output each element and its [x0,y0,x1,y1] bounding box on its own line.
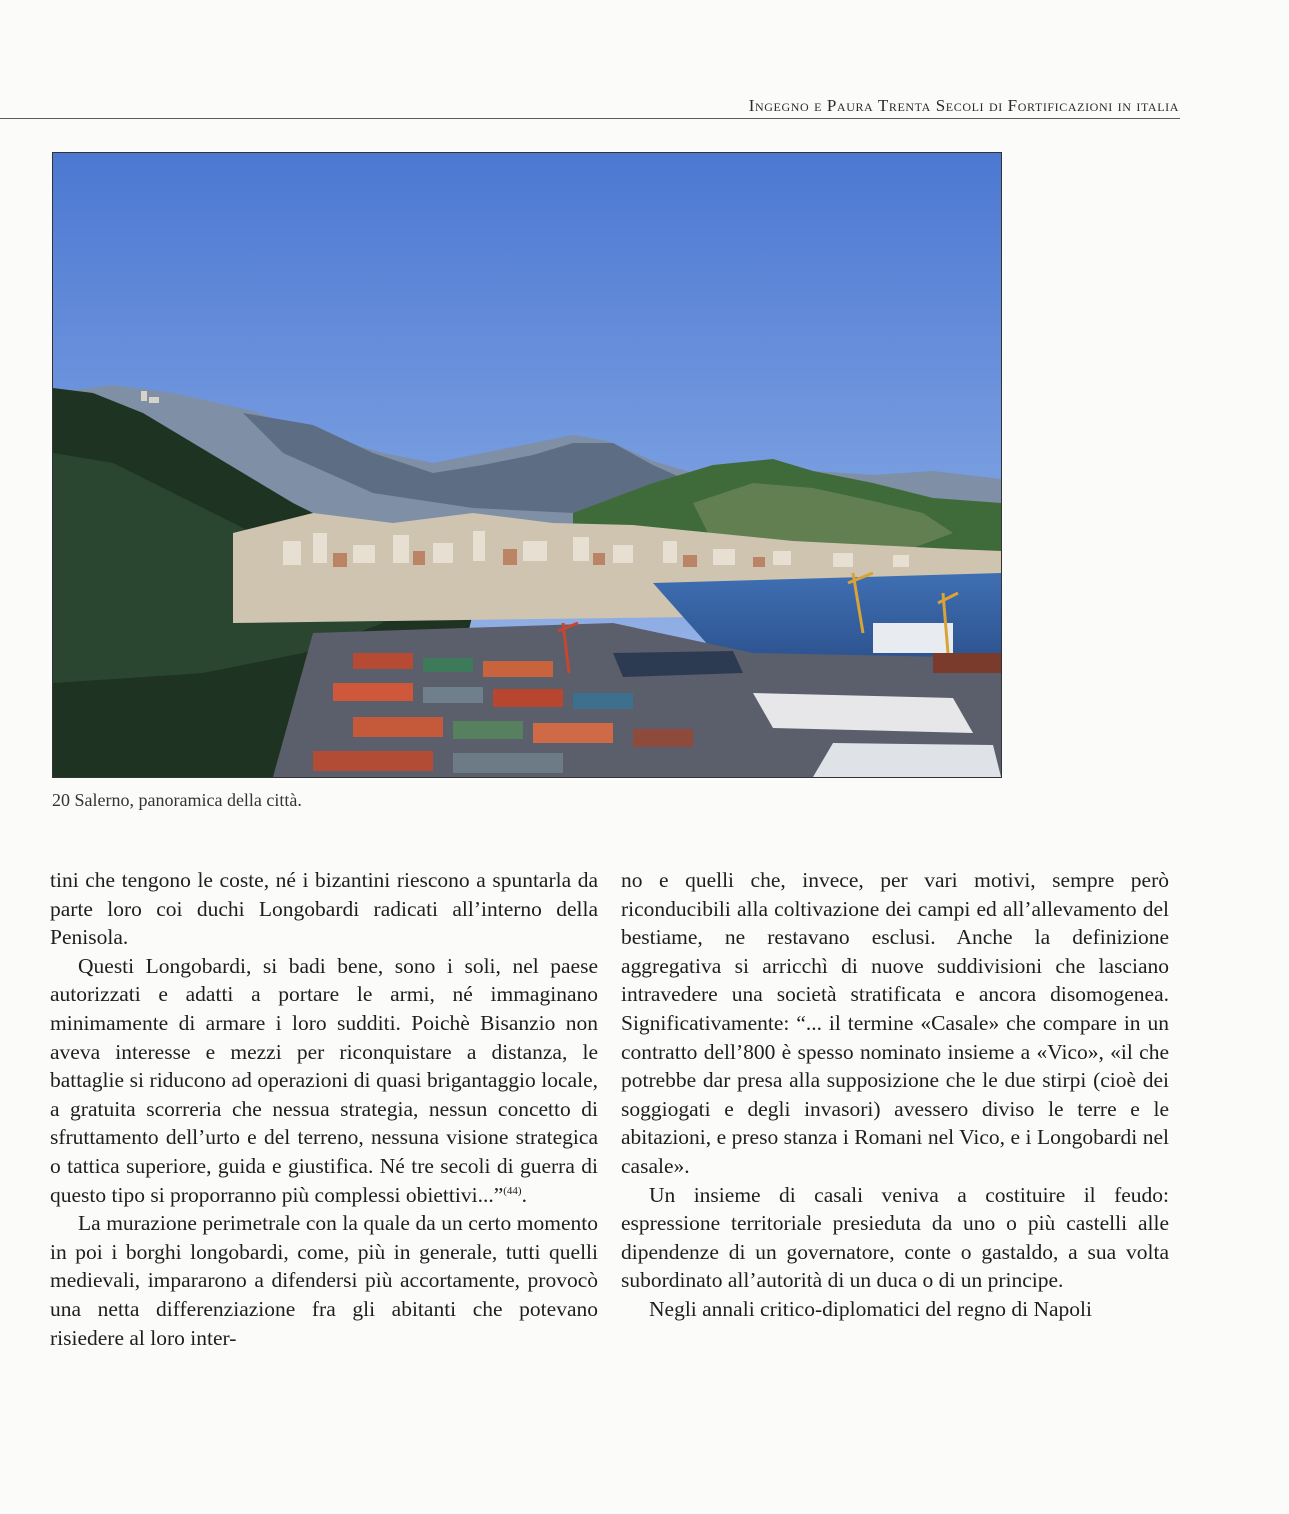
panorama-photo-icon [53,153,1001,777]
paragraph: no e quelli che, invece, per vari motivi, sempre però riconducibili alla coltivazione dei campi ed all’allevamento del bestiame, ne restavano esclusi. Anche la definizione aggregativa si arricchì di nuove suddivisioni che lasciano intravedere una società stratificata e ancora disomogenea. Significativamente: “... il termine «Casale» che compare in un contratto dell’800 è spesso nominato insieme a «Vico», «il che potrebbe dar presa alla supposizione che le due stirpi (cioè dei soggiogati e degli invasori) avessero diviso le terre e le abitazioni, e preso stanza i Romani nel Vico, e i Longobardi nel casale». [621,868,1169,1178]
paragraph: Negli annali critico-diplomatici del regno di Napoli [649,1296,1093,1321]
salerno-panorama-photo [52,152,1002,778]
figure-caption: 20 Salerno, panoramica della città. [52,790,302,810]
paragraph: Un insieme di casali veniva a costituire il feudo: espressione territoriale presieduta da uno o più castelli alle dipendenze di un governatore, conte o gastaldo, a sua volta subordinato all’autorità di un duca o di un principe. [621,1182,1169,1293]
text-column-right [621,866,1169,1324]
paragraph: tini che tengono le coste, né i bizantini riescono a spuntarla da parte loro coi duchi Longobardi radicati all’interno della Penisola. [50,868,598,950]
running-head: Ingegno e Paura Trenta Secoli di Fortificazioni in italia [748,96,1179,115]
paragraph: La murazione perimetrale con la quale da un certo momento in poi i borghi longobardi, come, più in generale, tutti quelli medievali, impararono a difendersi più accortamente, provocò una netta differenziazione fra gli abitanti che potevano risiedere al loro inter- [50,1211,598,1350]
footnote-reference: (44) [503,1184,522,1197]
header-rule [0,118,1180,119]
text-column-left [50,866,598,1352]
paragraph: Questi Longobardi, si badi bene, sono i soli, nel paese autorizzati e adatti a portare le armi, né immaginano minimamente di armare i loro sudditi. Poichè Bisanzio non aveva interesse e mezzi per riconquistare a distanza, le battaglie si riducono ad operazioni di quasi brigantaggio locale, a gratuita scorreria che nessua strategia, nessun concetto di sfruttamento dell’urto e del terreno, nessuna visione strategica o tattica superiore, guida e giustifica. Né tre secoli di guerra di questo tipo si proporranno più complessi obiettivi...”$^{(44)}$. [50,953,598,1207]
